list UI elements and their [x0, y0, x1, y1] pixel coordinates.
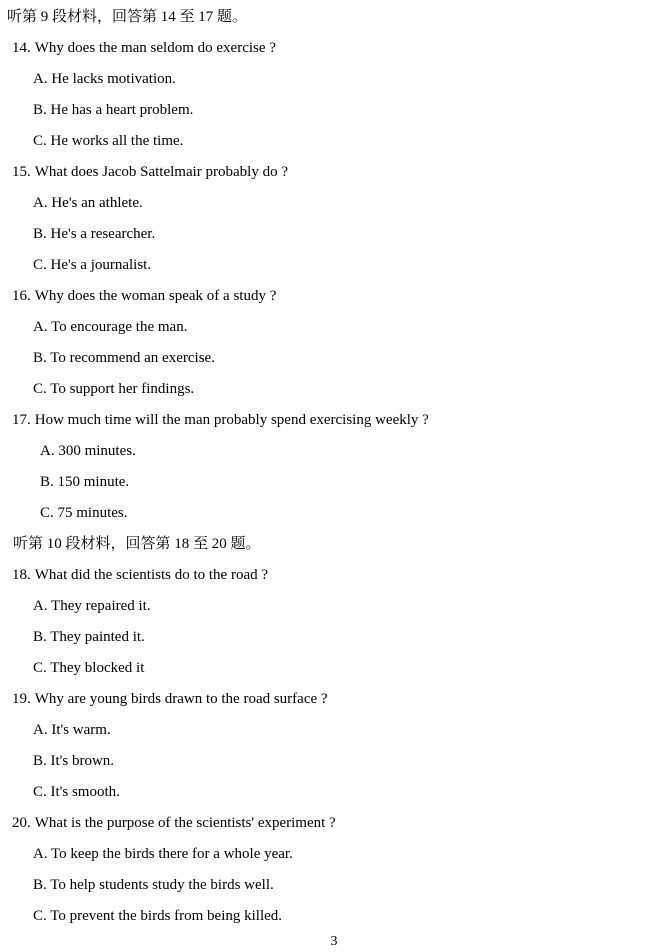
- question-line: [0, 560, 650, 591]
- question-text: What does Jacob Sattelmair probably do ?: [34, 164, 289, 180]
- option-c: C. To support her findings.: [33, 381, 195, 397]
- option-c: C. They blocked it: [33, 660, 145, 676]
- question-number: 14.: [12, 40, 31, 56]
- option-b: B. They painted it.: [33, 629, 145, 645]
- option-c: C. 75 minutes.: [40, 505, 128, 521]
- option-b: B. He has a heart problem.: [33, 102, 194, 118]
- option-a: A. It's warm.: [33, 722, 111, 738]
- question-number: 19.: [12, 691, 31, 707]
- question-block-17: [0, 405, 650, 529]
- question-line: [0, 808, 650, 839]
- option-b: B. It's brown.: [33, 753, 115, 769]
- question-line: [0, 281, 650, 312]
- question-block-20: [0, 808, 650, 932]
- question-number: 18.: [12, 567, 31, 583]
- question-text: How much time will the man probably spend exercising weekly ?: [34, 412, 429, 428]
- question-line: [0, 405, 650, 436]
- question-text: What did the scientists do to the road ?: [34, 567, 269, 583]
- question-text: What is the purpose of the scientists' experiment ?: [34, 815, 336, 831]
- question-block-18: [0, 560, 650, 684]
- question-block-15: [0, 157, 650, 281]
- question-text: Why does the woman speak of a study ?: [34, 288, 277, 304]
- question-number: 20.: [12, 815, 31, 831]
- question-text: Why are young birds drawn to the road surface ?: [34, 691, 328, 707]
- option-b: B. To recommend an exercise.: [33, 350, 215, 366]
- question-number: 15.: [12, 164, 31, 180]
- question-line: [0, 157, 650, 188]
- option-b: B. 150 minute.: [40, 474, 130, 490]
- option-a: A. He's an athlete.: [33, 195, 143, 211]
- question-block-14: [0, 33, 650, 157]
- option-a: A. They repaired it.: [33, 598, 151, 614]
- section-header: 听第 10 段材料，回答第 18 至 20 题。: [13, 536, 261, 552]
- question-block-16: [0, 281, 650, 405]
- question-block-19: [0, 684, 650, 808]
- option-b: B. To help students study the birds well.: [33, 877, 274, 893]
- option-a: A. 300 minutes.: [40, 443, 136, 459]
- option-a: A. He lacks motivation.: [33, 71, 176, 87]
- option-a: A. To keep the birds there for a whole year.: [33, 846, 293, 862]
- option-c: C. He's a journalist.: [33, 257, 152, 273]
- section-header: 听第 9 段材料，回答第 14 至 17 题。: [7, 9, 248, 25]
- question-number: 16.: [12, 288, 31, 304]
- option-a: A. To encourage the man.: [33, 319, 188, 335]
- option-c: C. He works all the time.: [33, 133, 184, 149]
- option-c: C. To prevent the birds from being killed.: [33, 908, 283, 924]
- question-text: Why does the man seldom do exercise ?: [34, 40, 276, 56]
- question-line: [0, 33, 650, 64]
- option-b: B. He's a researcher.: [33, 226, 156, 242]
- question-number: 17.: [12, 412, 31, 428]
- option-c: C. It's smooth.: [33, 784, 120, 800]
- question-line: [0, 684, 650, 715]
- page-number: 3: [330, 934, 338, 949]
